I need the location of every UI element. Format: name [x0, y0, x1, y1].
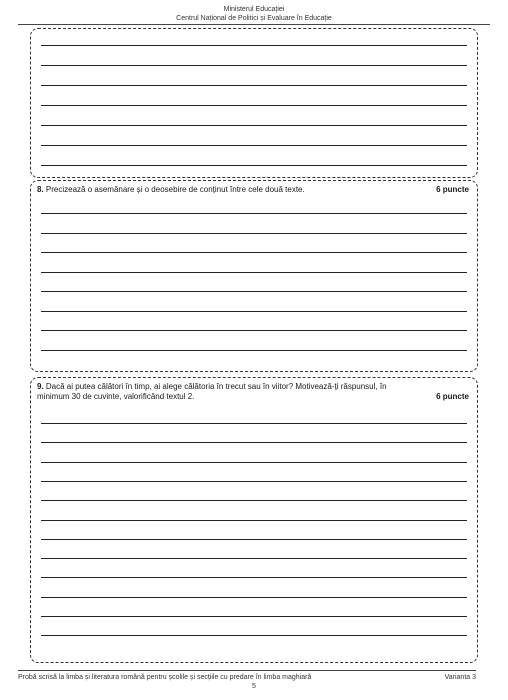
writing-line — [41, 233, 467, 234]
question-9-box — [30, 377, 478, 663]
footer-variant: Varianta 3 — [444, 674, 476, 681]
page-footer — [18, 670, 476, 681]
writing-line — [41, 635, 467, 636]
question-points: 6 puncte — [436, 392, 469, 401]
writing-line — [41, 291, 467, 292]
writing-line — [41, 311, 467, 312]
writing-lines — [41, 29, 467, 179]
writing-line — [41, 65, 467, 66]
writing-line — [41, 423, 467, 424]
answer-box-continued — [30, 28, 478, 178]
ministry-name: Ministerul Educației — [223, 6, 285, 13]
writing-line — [41, 213, 467, 214]
writing-line — [41, 45, 467, 46]
writing-line — [41, 145, 467, 146]
writing-line — [41, 539, 467, 540]
writing-line — [41, 577, 467, 578]
writing-lines — [41, 181, 467, 373]
writing-line — [41, 125, 467, 126]
writing-line — [41, 520, 467, 521]
writing-line — [41, 616, 467, 617]
question-number: 8. — [37, 185, 44, 194]
question-text-line2: minimum 30 de cuvinte, valorificând textul 2. — [37, 392, 195, 401]
writing-line — [41, 272, 467, 273]
footer-subject: Probă scrisă la limba și literatura română pentru școlile și secțiile cu predare în limba maghiară — [18, 674, 312, 681]
page-number: 5 — [252, 683, 256, 690]
writing-line — [41, 105, 467, 106]
writing-line — [41, 500, 467, 501]
center-name: Centrul Național de Politici și Evaluare în Educație — [18, 15, 490, 26]
question-text: Precizează o asemănare și o deosebire de conținut între cele două texte. — [45, 185, 305, 194]
writing-line — [41, 165, 467, 166]
question-points: 6 puncte — [436, 185, 469, 194]
question-8-box — [30, 180, 478, 372]
writing-line — [41, 597, 467, 598]
writing-line — [41, 350, 467, 351]
writing-line — [41, 252, 467, 253]
writing-line — [41, 85, 467, 86]
writing-line — [41, 462, 467, 463]
writing-line — [41, 481, 467, 482]
writing-line — [41, 442, 467, 443]
question-text-line1: Dacă ai putea călători în timp, ai alege călătoria în trecut sau în viitor? Motivează-ți răspunsul, în — [45, 382, 387, 391]
writing-lines — [41, 378, 467, 664]
writing-line — [41, 558, 467, 559]
page-header — [0, 6, 508, 25]
writing-line — [41, 330, 467, 331]
question-number: 9. — [37, 382, 44, 391]
